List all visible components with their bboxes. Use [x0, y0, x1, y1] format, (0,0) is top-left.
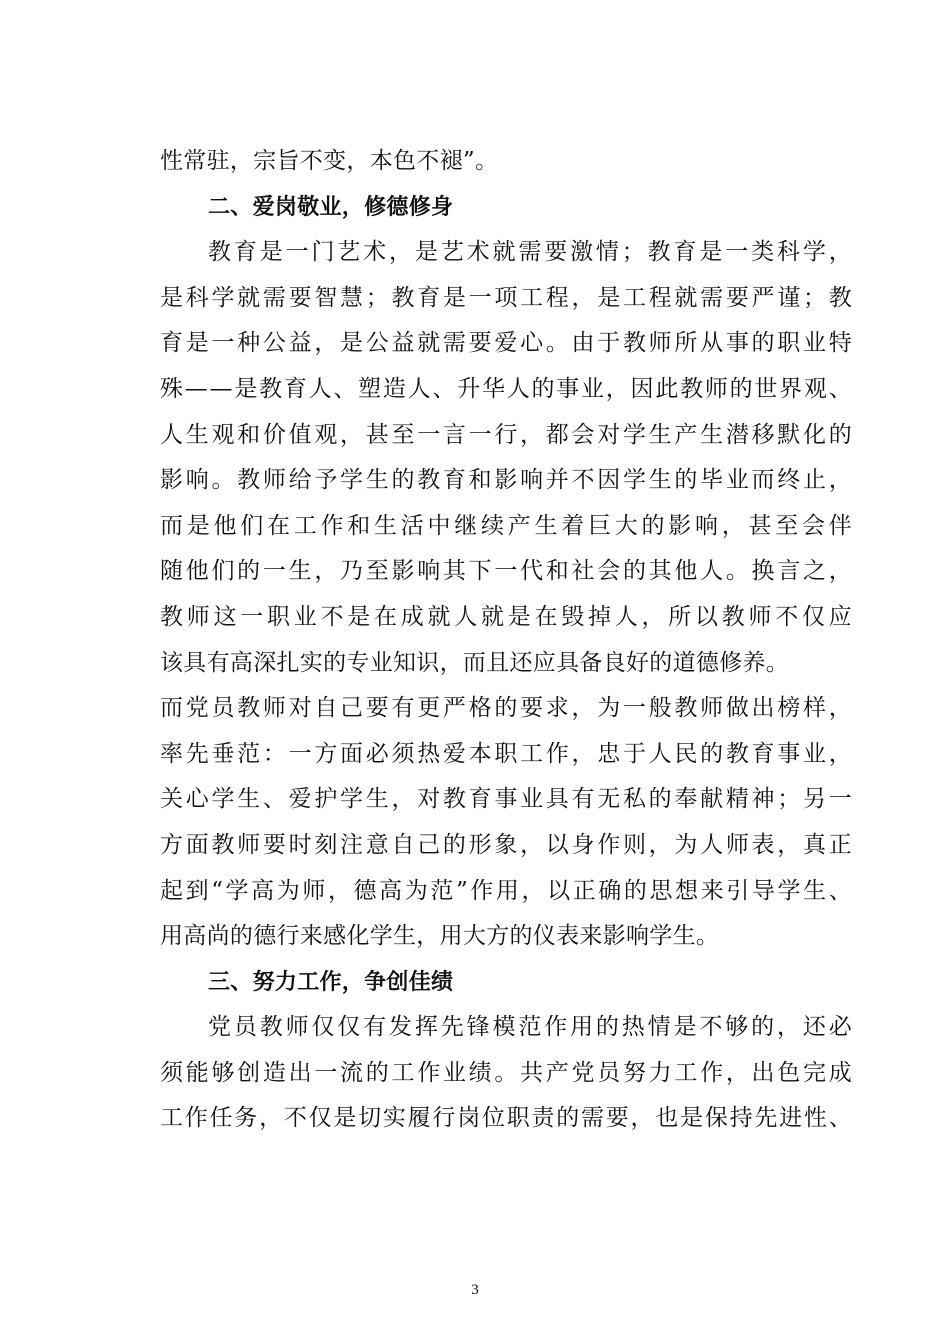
- text-line: 育是一种公益，是公益就需要爱心。由于教师所从事的职业特: [160, 330, 855, 357]
- section-heading-2: 二、爱岗敬业，修德修身: [208, 194, 454, 220]
- text-line: 该具有高深扎实的专业知识，而且还应具备良好的道德修养。: [160, 649, 790, 676]
- text-line: 性常驻，宗旨不变，本色不褪”。: [160, 148, 499, 174]
- document-body: [160, 139, 856, 1142]
- page-number: 3: [471, 1282, 479, 1298]
- text-line: 工作任务，不仅是切实履行岗位职责的需要，也是保持先进性、: [160, 1105, 854, 1132]
- text-line: 党员教师仅仅有发挥先锋模范作用的热情是不够的，还必: [208, 1014, 855, 1041]
- text-line: 方面教师要时刻注意自己的形象，以身作则，为人师表，真正: [160, 831, 855, 858]
- text-line: 须能够创造出一流的工作业绩。共产党员努力工作，出色完成: [160, 1059, 855, 1086]
- text-line: 用高尚的德行来感化学生，用大方的仪表来影响学生。: [160, 923, 720, 950]
- text-line: 关心学生、爱护学生，对教育事业具有无私的奉献精神；另一: [160, 786, 855, 813]
- text-line: 率先垂范：一方面必须热爱本职工作，忠于人民的教育事业，: [160, 740, 855, 767]
- text-line: 而是他们在工作和生活中继续产生着巨大的影响，甚至会伴: [160, 512, 856, 539]
- text-line: 而党员教师对自己要有更严格的要求，为一般教师做出榜样，: [160, 695, 855, 722]
- text-line: 殊——是教育人、塑造人、升华人的事业，因此教师的世界观、: [160, 375, 854, 402]
- text-line: 是科学就需要智慧；教育是一项工程，是工程就需要严谨；教: [160, 284, 855, 311]
- text-line: 人生观和价值观，甚至一言一行，都会对学生产生潜移默化的: [160, 421, 855, 448]
- section-heading-3: 三、努力工作，争创佳绩: [208, 969, 454, 995]
- text-line: 教师这一职业不是在成就人就是在毁掉人，所以教师不仅应: [160, 603, 856, 630]
- text-line: 影响。教师给予学生的教育和影响并不因学生的毕业而终止，: [160, 467, 855, 494]
- text-line: 起到“学高为师，德高为范”作用，以正确的思想来引导学生、: [160, 877, 855, 904]
- text-line: 随他们的一生，乃至影响其下一代和社会的其他人。换言之，: [160, 558, 855, 585]
- text-line: 教育是一门艺术，是艺术就需要激情；教育是一类科学，: [208, 239, 855, 266]
